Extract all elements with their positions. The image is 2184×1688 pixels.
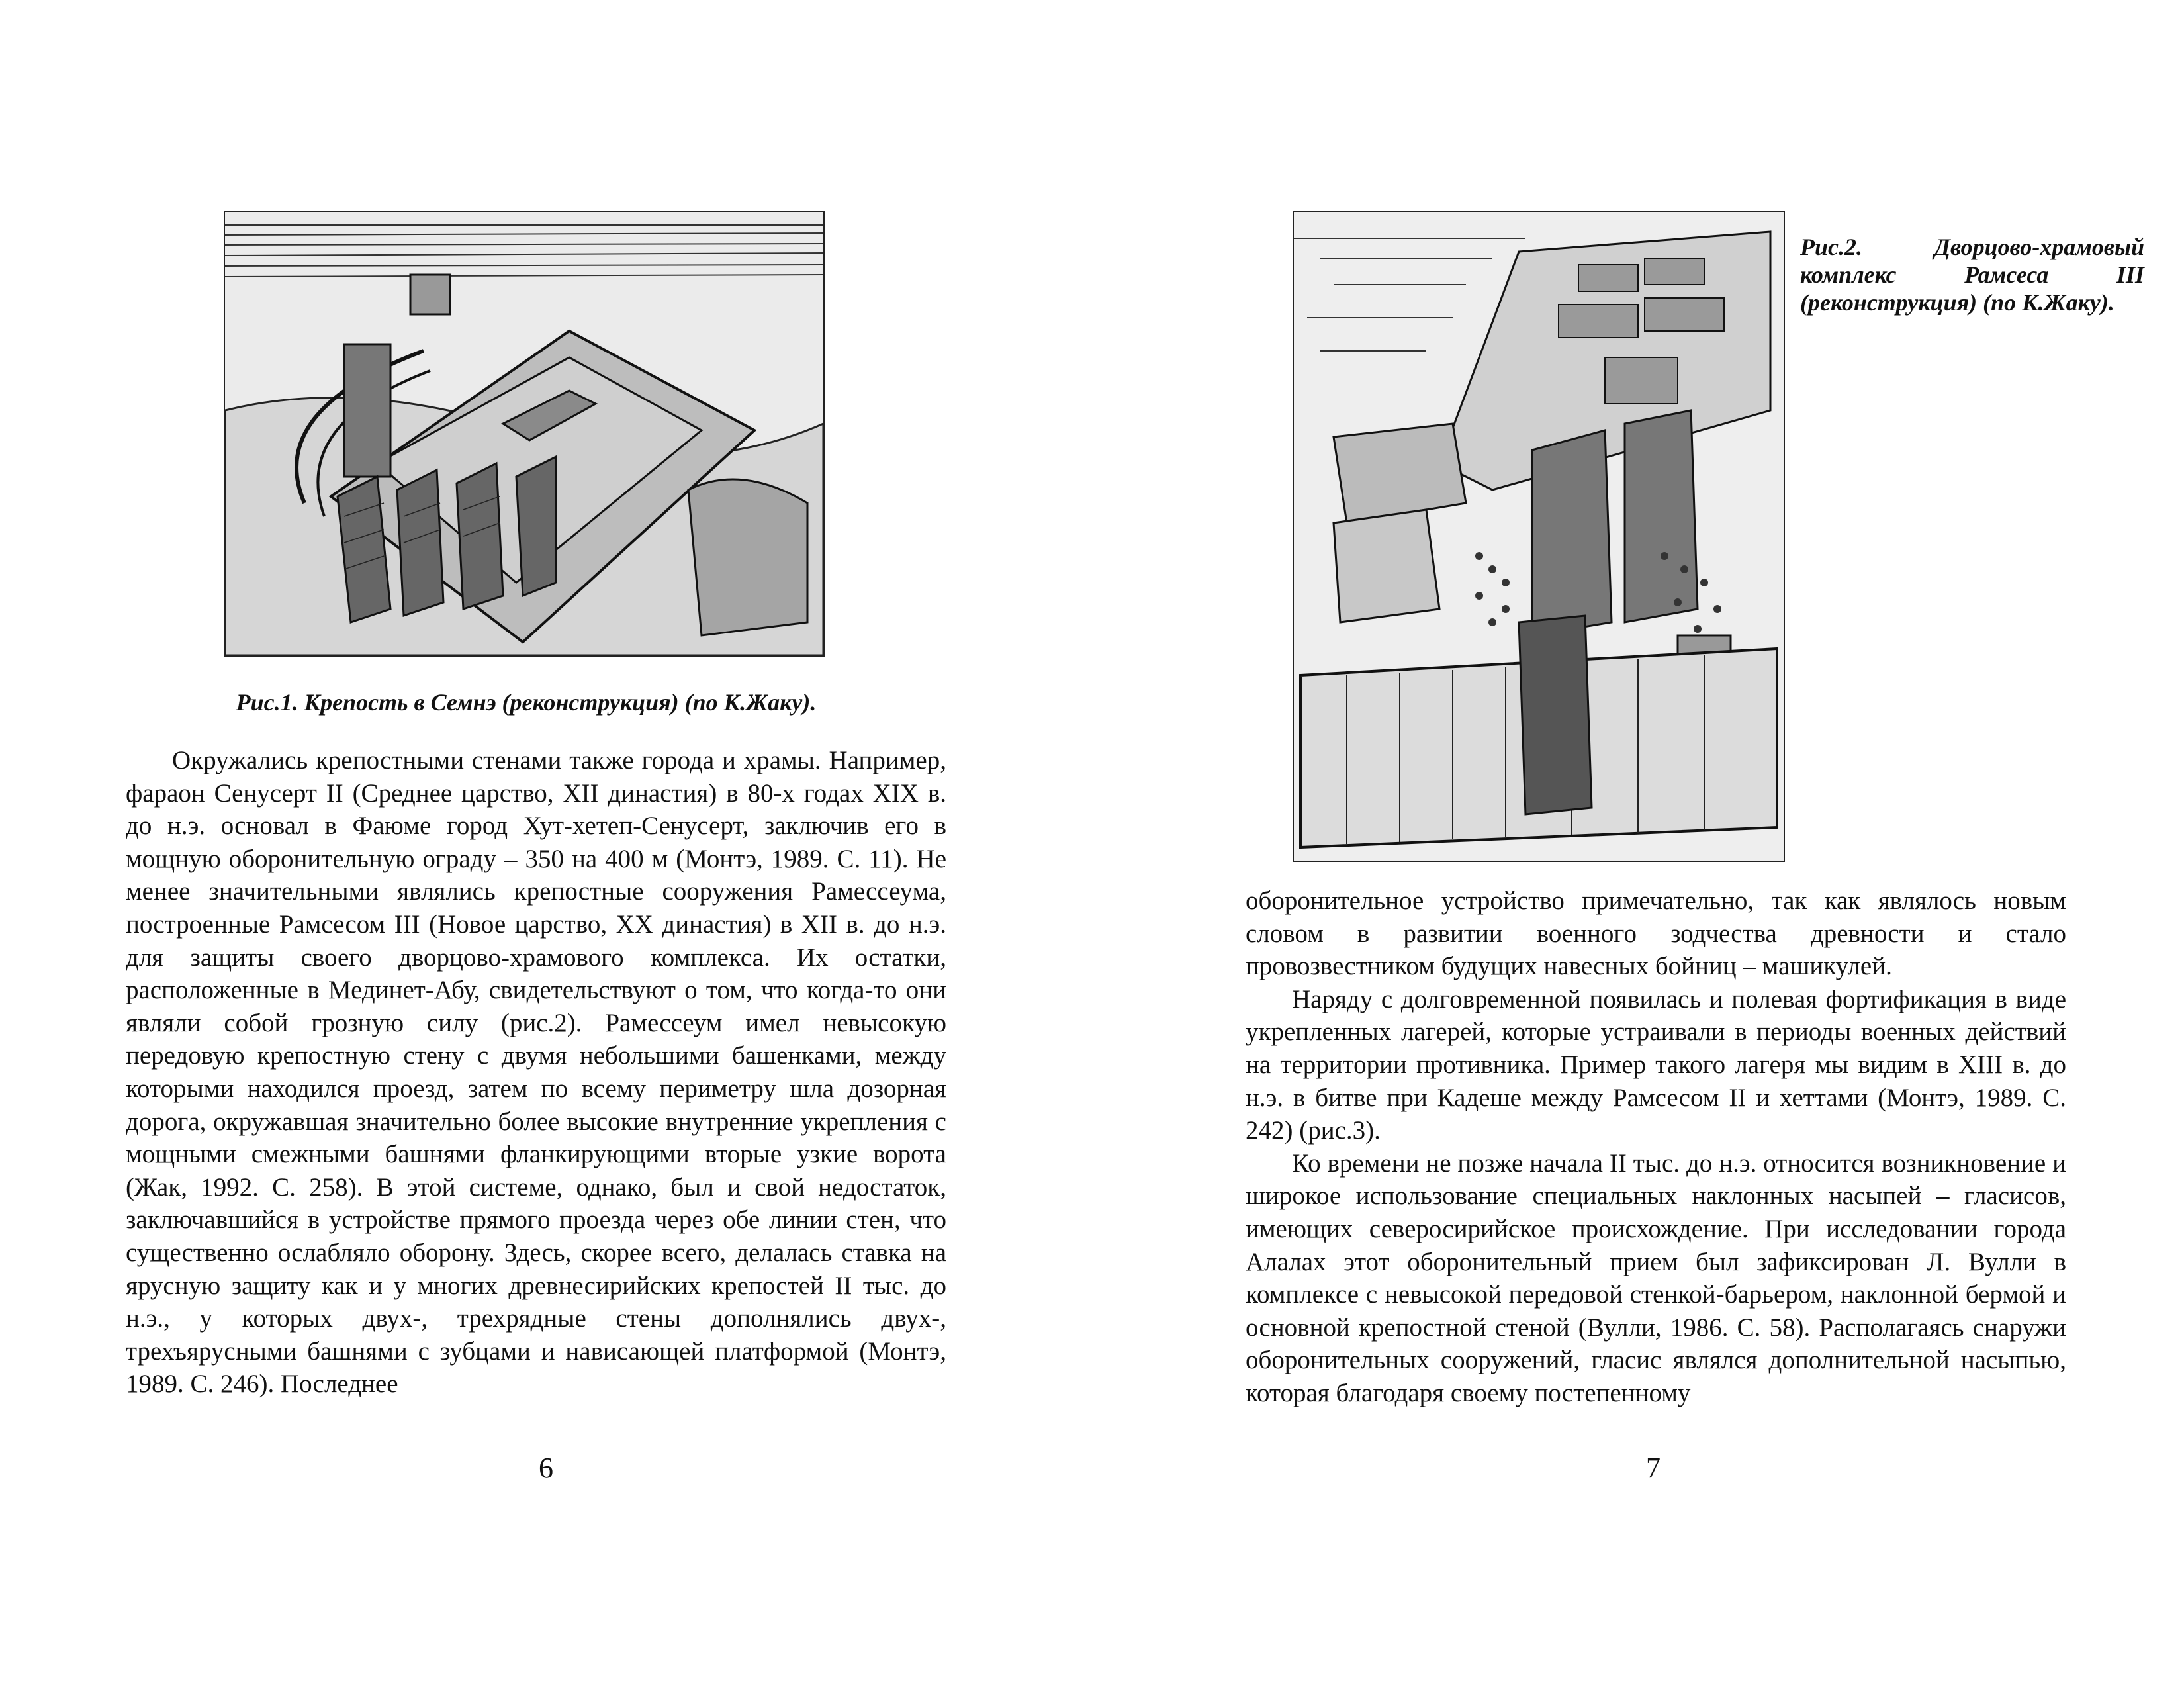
figure-1-caption: Рис.1. Крепость в Семнэ (реконструкция) (по К.Жаку). (236, 689, 817, 716)
palace-temple-drawing (1294, 212, 1784, 861)
right-page-body (1246, 884, 2066, 1410)
figure-2-palace-temple-illustration (1293, 211, 1785, 862)
left-paragraph-1: Окружались крепостными стенами также города и храмы. Например, фараон Сенусерт II (Среднее царство, XII династия) в 80-х годах XIX в. до н.э. основал в Фаюме город Хут-хетеп-Сенусерт, заключив его в мощную оборонительную ограду – 350 на 400 м (Монтэ, 1989. С. 11). Не менее значительными являлись крепостные сооружения Рамессеума, построенные Рамсесом III (Новое царство, XX династия) в XII в. до н.э. для защиты своего дворцово-храмового комплекса. Их остатки, расположенные в Мединет-Абу, свидетельствуют о том, что когда-то они являли собой грозную силу (рис.2). Рамессеум имел невысокую передовую крепостную стену с двумя небольшими башенками, между которыми находился проезд, затем по всему периметру шла дозорная дорога, окружавшая значительно более высокие внутренние укрепления с мощными смежными башнями фланкирующими вторые узкие ворота (Жак, 1992. С. 258). В этой системе, однако, был и свой недостаток, заключавшийся в устройстве прямого проезда через обе линии стен, что существенно ослабляло оборону. Здесь, скорее всего, делалась ставка на ярусную защиту как и у многих древнесирийских крепостей II тыс. до н.э., у которых двух-, трехрядные стены дополнялись двух-, трехъярусными башнями с зубцами и нависающей платформой (Монтэ, 1989. С. 246). Последнее (126, 746, 946, 1399)
right-paragraph-3: Ко времени не позже начала II тыс. до н.э. относится возникновение и широкое использование специальных наклонных насыпей – гласисов, имеющих северосирийское происхождение. При исследовании города Алалах этот оборонительный прием был зафиксирован Л. Вулли в комплексе с невысокой передовой стенкой-барьером, наклонной бермой и основной крепостной стеной (Вулли, 1986. С. 58). Располагаясь снаружи оборонительных сооружений, гласис являлся дополнительной насыпью, которая благодаря своему постепенному (1246, 1149, 2066, 1407)
figure-2-caption: Рис.2. Дворцово-храмовый комплекс Рамсеса III (реконструкция) (по К.Жаку). (1800, 234, 2144, 316)
fortress-drawing (225, 212, 823, 655)
right-paragraph-2: Наряду с долговременной появилась и полевая фортификация в виде укрепленных лагерей, которые устраивали в периоды военных действий на территории противника. Пример такого лагеря мы видим в XIII в. до н.э. в битве при Кадеше между Рамсесом II и хеттами (Монтэ, 1989. С. 242) (рис.3). (1246, 984, 2066, 1145)
page-number-left: 6 (539, 1452, 553, 1484)
figure-1-fortress-illustration (224, 211, 825, 657)
right-page (1092, 0, 2184, 1688)
page-number-right: 7 (1646, 1452, 1661, 1484)
right-paragraph-1: оборонительное устройство примечательно, так как являлось новым словом в развитии военного зодчества древности и стало провозвестником будущих навесных бойниц – машикулей. (1246, 886, 2066, 981)
left-page-body (126, 744, 946, 1401)
